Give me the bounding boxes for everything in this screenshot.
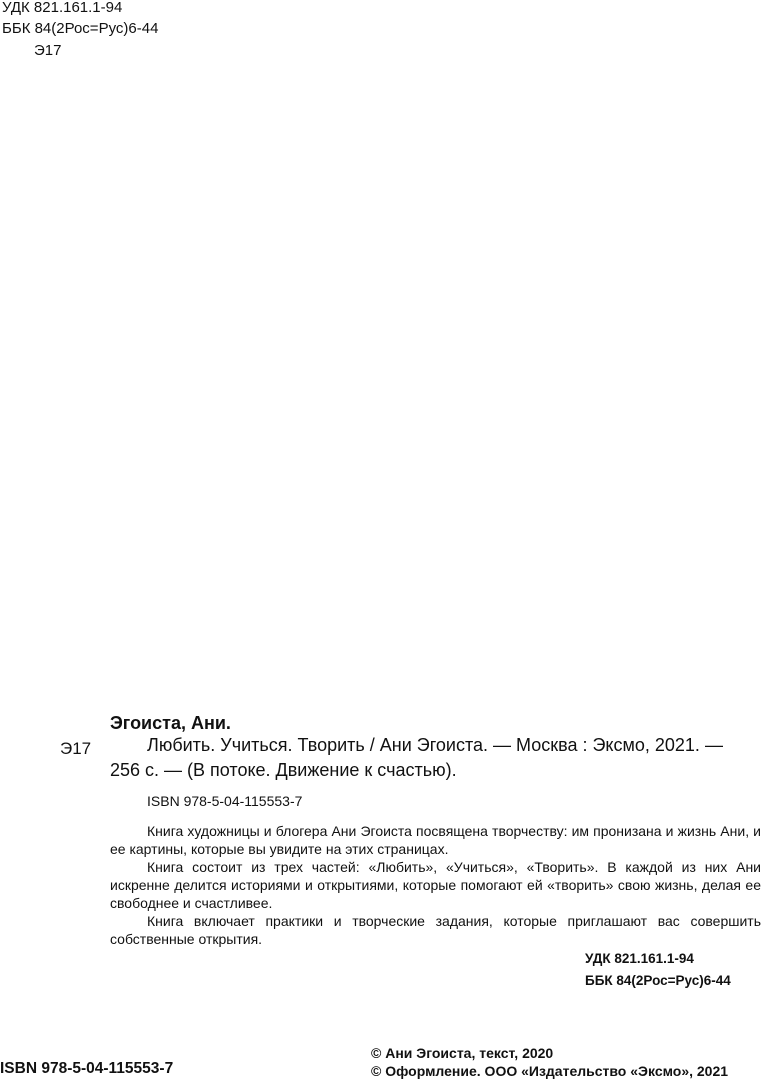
- record-isbn: ISBN 978-5-04-115553-7: [147, 793, 303, 809]
- bbk-code: ББК 84(2Рос=Рус)6-44: [2, 20, 159, 37]
- annotation-paragraph: Книга включает практики и творческие задания, которые приглашают вас совершить собственные открытия.: [110, 913, 761, 947]
- author-mark: Э17: [34, 42, 62, 59]
- copyright-design: © Оформление. ООО «Издательство «Эксмо», 2021: [371, 1063, 729, 1079]
- author-heading: Эгоиста, Ани.: [110, 713, 231, 733]
- footer-isbn: ISBN 978-5-04-115553-7: [0, 1060, 174, 1077]
- annotation: [110, 822, 761, 948]
- udk-code: УДК 821.161.1-94: [2, 0, 123, 16]
- udk-code-bold: УДК 821.161.1-94: [585, 951, 694, 966]
- bbk-code-bold: ББК 84(2Рос=Рус)6-44: [585, 973, 731, 988]
- copyright-text: © Ани Эгоиста, текст, 2020: [371, 1045, 554, 1061]
- bibliographic-line-1: Любить. Учиться. Творить / Ани Эгоиста. — Москва : Эксмо, 2021. —: [147, 735, 723, 755]
- annotation-paragraph: Книга художницы и блогера Ани Эгоиста посвящена творчеству: им пронизана и жизнь Ани, и ее картины, которые вы увидите на этих страницах.: [110, 823, 761, 857]
- record-author-mark: Э17: [60, 739, 92, 758]
- bibliographic-line-2: 256 с. — (В потоке. Движение к счастью).: [110, 760, 457, 780]
- annotation-paragraph: Книга состоит из трех частей: «Любить», «Учиться», «Творить». В каждой из них Ани искренне делится историями и открытиями, которые помогают ей «творить» свою жизнь, делая ее свободнее и счастливее.: [110, 859, 761, 911]
